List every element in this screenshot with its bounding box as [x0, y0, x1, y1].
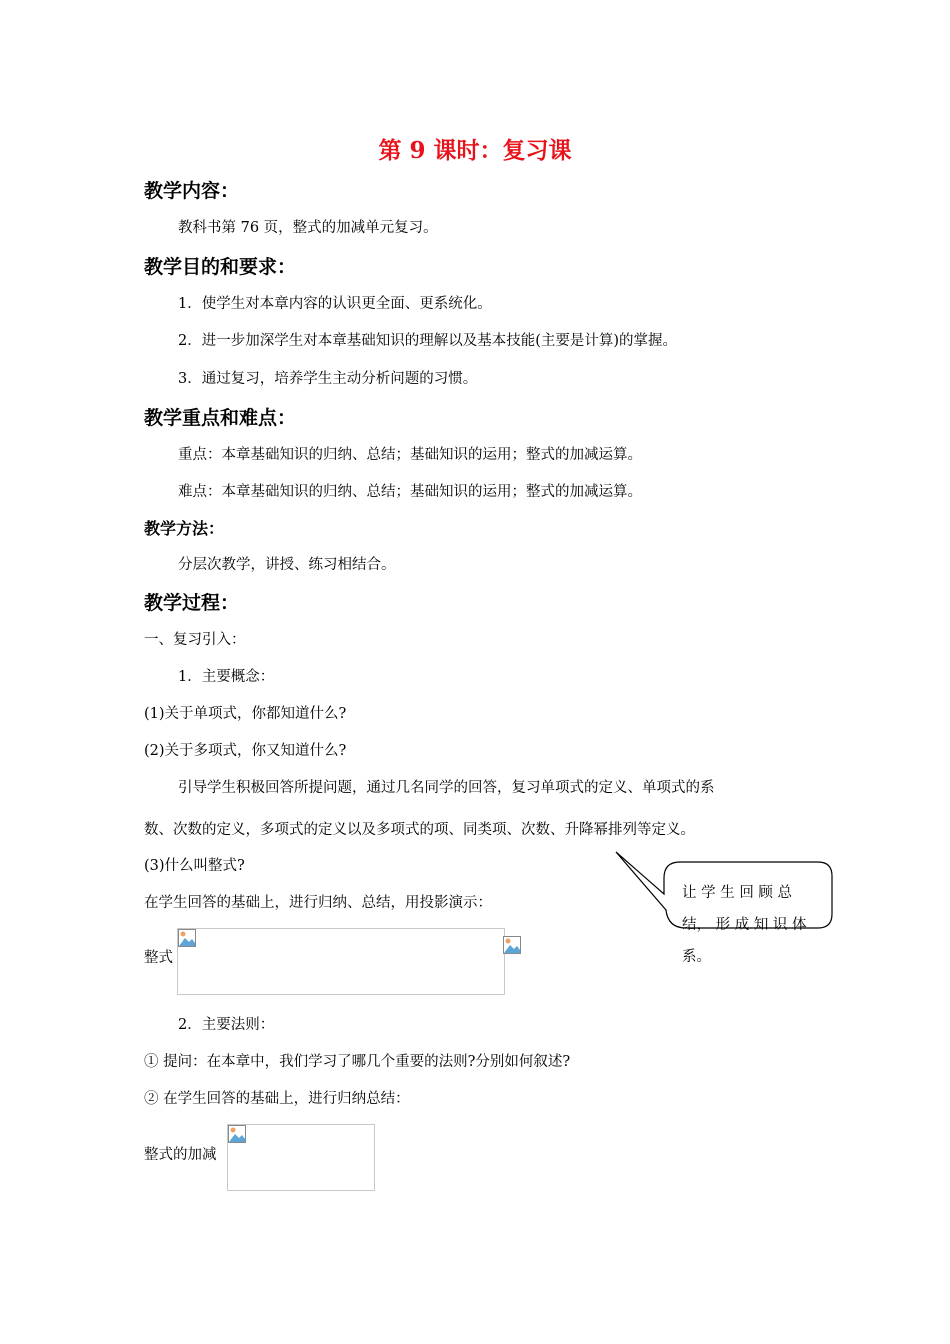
question-1: (1)关于单项式，你都知道什么? [144, 706, 347, 722]
goal-item: 1．使学生对本章内容的认识更全面、更系统化。 [178, 296, 492, 312]
difficult-point: 难点：本章基础知识的归纳、总结；基础知识的运用；整式的加减运算。 [178, 484, 642, 500]
heading-key-points: 教学重点和难点： [144, 407, 297, 429]
broken-image-icon [228, 1125, 246, 1143]
page-title: 第 9 课时：复习课 [378, 137, 572, 164]
diagram-image-placeholder [227, 1124, 375, 1191]
heading-goals: 教学目的和要求： [144, 256, 297, 278]
goal-item: 3．通过复习，培养学生主动分析问题的习惯。 [178, 371, 478, 387]
concepts-label: 1．主要概念： [178, 669, 275, 685]
heading-process: 教学过程： [144, 592, 240, 614]
diagram-image-placeholder [177, 928, 505, 995]
zhengshi-label: 整式 [144, 950, 173, 966]
rules-label: 2．主要法则： [178, 1017, 275, 1033]
key-point: 重点：本章基础知识的归纳、总结；基础知识的运用；整式的加减运算。 [178, 447, 642, 463]
content-text: 教科书第 76 页，整式的加减单元复习。 [178, 220, 438, 236]
callout-line-1: 让 学 生 回 顾 总 [682, 885, 793, 901]
heading-content: 教学内容： [144, 180, 240, 202]
process-part1: 一、复习引入： [144, 632, 246, 648]
callout-line-3: 系。 [682, 949, 711, 965]
question-2: (2)关于多项式，你又知道什么? [144, 743, 347, 759]
goal-item: 2．进一步加深学生对本章基础知识的理解以及基本技能(主要是计算)的掌握。 [178, 333, 678, 349]
broken-image-icon [503, 936, 521, 954]
callout-line-2: 结， 形 成 知 识 体 [682, 917, 807, 933]
rule-1: ① 提问：在本章中，我们学习了哪几个重要的法则?分别如何叙述? [144, 1054, 571, 1070]
question-3: (3)什么叫整式? [144, 858, 245, 874]
guide-line-2: 数、次数的定义，多项式的定义以及多项式的项、同类项、次数、升降幂排列等定义。 [144, 822, 695, 838]
rule-2: ② 在学生回答的基础上，进行归纳总结： [144, 1091, 410, 1107]
broken-image-icon [178, 929, 196, 947]
heading-method: 教学方法： [144, 519, 225, 538]
summary-line: 在学生回答的基础上，进行归纳、总结，用投影演示： [144, 895, 492, 911]
method-text: 分层次教学，讲授、练习相结合。 [178, 557, 396, 573]
guide-line-1: 引导学生积极回答所提问题，通过几名同学的回答，复习单项式的定义、单项式的系 [178, 780, 715, 796]
jiajian-label: 整式的加减 [144, 1147, 217, 1163]
